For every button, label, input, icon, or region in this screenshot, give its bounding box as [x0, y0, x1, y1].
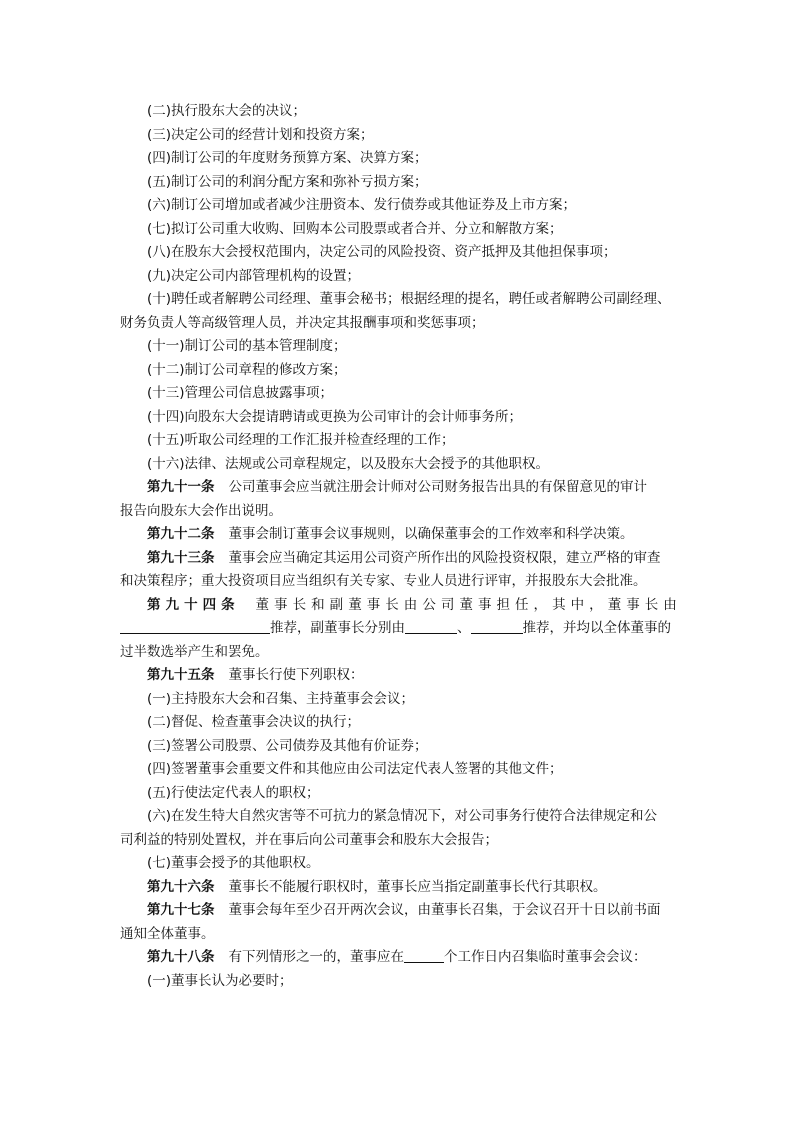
article-96: [120, 876, 680, 900]
clause-item: (二)执行股东大会的决议；: [147, 103, 307, 119]
fill-in-blank[interactable]: [471, 618, 523, 634]
article-94-line2: [120, 617, 680, 641]
article-96-title: 第九十六条: [147, 878, 215, 895]
article-94-line3: 过半数选举产生和罢免。: [120, 643, 269, 660]
article-93: [120, 547, 680, 571]
article-94-segment: 、: [457, 620, 471, 636]
document-page: [120, 100, 680, 993]
article-95-text: 董事长行使下列职权：: [228, 667, 364, 683]
clause-item-10-line1: (十)聘任或者解聘公司经理、董事会秘书；根据经理的提名，聘任或者解聘公司副经理、: [147, 291, 671, 307]
article-98-title: 第九十八条: [147, 949, 215, 965]
clause-item: (十一)制订公司的基本管理制度；: [147, 338, 347, 354]
article-98: [120, 946, 680, 970]
article-93-line2: 和决策程序；重大投资项目应当组织有关专家、专业人员进行评审，并报股东大会批准。: [120, 573, 647, 589]
clause-item: (五)行使法定代表人的职权；: [147, 784, 320, 801]
clause-item: (一)董事长认为必要时；: [147, 972, 293, 989]
clause-item: (十五)听取公司经理的工作汇报并检查经理的工作；: [147, 432, 455, 448]
clause-item: (三)决定公司的经营计划和投资方案；: [147, 126, 374, 143]
clause-item: (六)制订公司增加或者减少注册资本、发行债券或其他证券及上市方案；: [147, 197, 577, 213]
clause-item-6-line2: 司利益的特别处置权，并在事后向公司董事会和股东大会报告；: [120, 831, 498, 848]
article-95: [120, 664, 680, 688]
clause-item: (二)督促、检查董事会决议的执行；: [147, 714, 361, 730]
clause-item-10-line2: 财务负责人等高级管理人员，并决定其报酬事项和奖惩事项；: [120, 314, 485, 331]
clause-item: (五)制订公司的利润分配方案和弥补亏损方案；: [147, 173, 428, 190]
clause-item: (八)在股东大会授权范围内，决定公司的风险投资、资产抵押及其他担保事项；: [147, 244, 617, 260]
clause-item: (十四)向股东大会提请聘请或更换为公司审计的会计师事务所；: [147, 408, 523, 425]
article-95-title: 第九十五条: [147, 667, 215, 683]
article-98-segment: 有下列情形之一的，董事应在: [228, 949, 404, 965]
clause-item: (四)制订公司的年度财务预算方案、决算方案；: [147, 150, 428, 166]
article-96-text: 董事长不能履行职权时，董事长应当指定副董事长代行其职权。: [228, 878, 607, 895]
article-92-title: 第九十二条: [147, 526, 215, 542]
article-93-text: 董事会应当确定其运用公司资产所作出的风险投资权限，建立严格的审查: [228, 549, 661, 566]
article-91-title: 第九十一条: [147, 479, 215, 495]
fill-in-blank[interactable]: [405, 618, 457, 634]
article-94-title: 第九十四条: [147, 596, 240, 613]
fill-in-blank[interactable]: [404, 947, 444, 963]
clause-item: (十二)制订公司章程的修改方案；: [147, 361, 347, 378]
article-97: [120, 899, 680, 923]
clause-item: (九)决定公司内部管理机构的设置；: [147, 267, 361, 284]
clause-item: (七)拟订公司重大收购、回购本公司股票或者合并、分立和解散方案；: [147, 220, 563, 237]
article-91: [120, 476, 680, 500]
article-94-segment: 推荐，并均以全体董事的: [522, 620, 671, 636]
clause-item: (四)签署董事会重要文件和其他应由公司法定代表人签署的其他文件；: [147, 761, 563, 777]
article-91-line2: 报告向股东大会作出说明。: [120, 502, 282, 519]
article-92: [120, 523, 680, 547]
article-92-text: 董事会制订董事会议事规则，以确保董事会的工作效率和科学决策。: [228, 526, 634, 542]
clause-item: (一)主持股东大会和召集、主持董事会会议；: [147, 690, 415, 707]
clause-item: (三)签署公司股票、公司债券及其他有价证券；: [147, 737, 428, 754]
clause-item: (十三)管理公司信息披露事项；: [147, 385, 334, 401]
article-94: [120, 594, 680, 618]
fill-in-blank[interactable]: [120, 618, 270, 634]
article-94-text: 董事长和副董事长由公司董事担任，其中，董事长由: [253, 596, 681, 613]
article-97-title: 第九十七条: [147, 902, 215, 918]
article-91-text: 公司董事会应当就注册会计师对公司财务报告出具的有保留意见的审计: [228, 479, 647, 495]
article-97-line2: 通知全体董事。: [120, 925, 215, 942]
clause-item: (十六)法律、法规或公司章程规定，以及股东大会授予的其他职权。: [147, 455, 550, 472]
article-98-segment: 个工作日内召集临时董事会会议：: [444, 949, 647, 965]
clause-item: (七)董事会授予的其他职权。: [147, 855, 320, 871]
article-94-segment: 推荐，副董事长分别由: [270, 620, 405, 636]
article-93-title: 第九十三条: [147, 549, 215, 566]
article-97-text: 董事会每年至少召开两次会议，由董事长召集，于会议召开十日以前书面: [228, 902, 661, 918]
clause-item-6-line1: (六)在发生特大自然灾害等不可抗力的紧急情况下，对公司事务行使符合法律规定和公: [147, 808, 658, 824]
